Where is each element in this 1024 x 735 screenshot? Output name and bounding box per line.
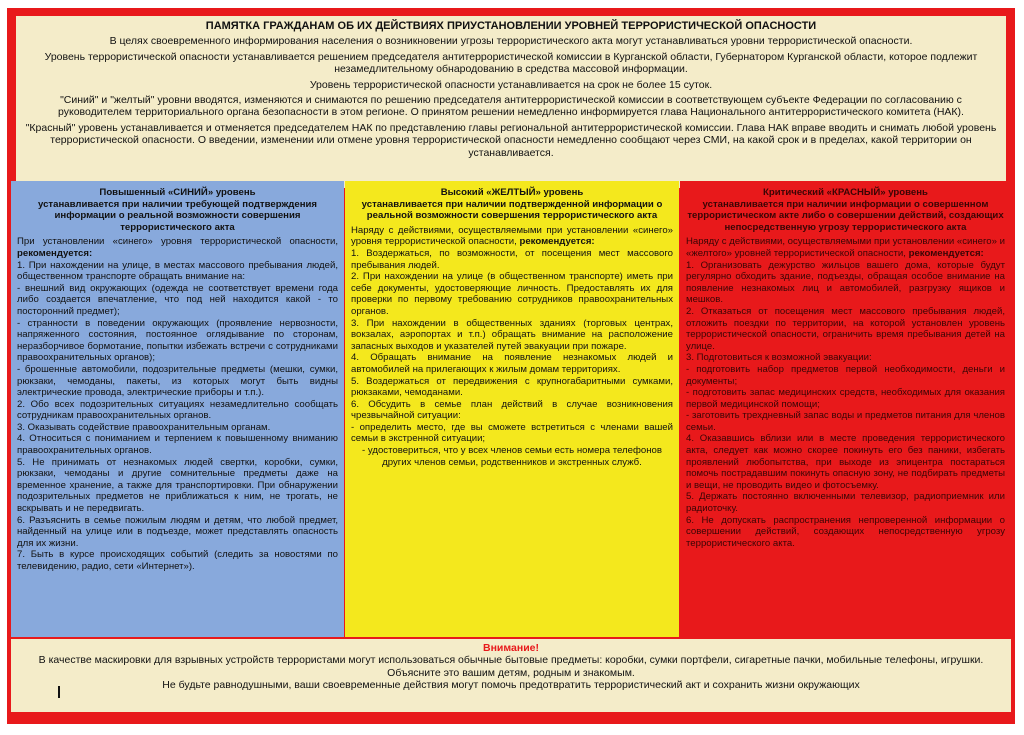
header-intro: В целях своевременного информирования населения о возникновении угрозы террористического акта могут устанавливаться уровни террористической опасности. (109, 35, 913, 48)
attention-heading: Внимание! (483, 642, 539, 654)
yellow-level-body (351, 225, 673, 468)
header-paragraph-3: "Синий" и "желтый" уровни вводятся, изменяются и снимаются по решению председателя антитеррористической комиссии в соответствующем субъекте Федерации по согласованию с руководителем территориального органа безопасности в этом регионе. О принятом решении немедленно информируется глава Национального антитеррористического комитета (НАК). (58, 94, 964, 119)
yellow-level-subtitle: устанавливается при наличии подтвержденной информации о реальной возможности совершения террористического акта (361, 198, 663, 222)
list-item: - странности в поведении окружающих (проявление нервозности, напряженного состояния, постоянное оглядывание по сторонам, неразборчивое бормотание, попытки избежать встречи с сотрудниками правоохранительных органов); (17, 317, 338, 364)
list-item: - определить место, где вы сможете встретиться с членами вашей семьи в экстренной ситуации; (351, 421, 673, 445)
footer-line-2: Объясните это вашим детям, родным и знакомым. (387, 666, 635, 679)
list-item: 5. Не принимать от незнакомых людей свертки, коробки, сумки, рюкзаки, чемоданы и другие сомнительные предметы даже на временное хранение, а также для транспортировки. При обнаружении подозрительных предметов не приближаться к ним, не трогать, не вскрывать и не передвигать. (17, 456, 338, 515)
blue-level-subtitle: устанавливается при наличии требующей подтверждения информации о реальной возможности совершения террористического акта (38, 198, 317, 233)
header-paragraph-1: Уровень террористической опасности устанавливается решением председателя антитеррористической комиссии в Курганской области, Губернатором Курганской области, которое подлежит незамедлительному обнародованию в средства массовой информации. (44, 50, 978, 76)
list-item: 3. При нахождении в общественных зданиях (торговых центрах, вокзалах, аэропортах и т.п.) обращать внимание на расположение запасных выходов и указателей путей эвакуации при пожаре. (351, 317, 673, 352)
footer-section (11, 639, 1011, 712)
list-item: - подготовить набор предметов первой необходимости, деньги и документы; (686, 363, 1005, 387)
list-item: 5. Держать постоянно включенными телевизор, радиоприемник или радиоточку. (686, 491, 1005, 515)
footer-line-1: В качестве маскировки для взрывных устройств террористами могут использоваться обычные бытовые предметы: коробки, сумки портфели, сигаретные пачки, мобильные телефоны, игрушки. (38, 654, 984, 667)
blue-intro: При установлении «синего» уровня террористической опасности, рекомендуется: (17, 236, 338, 259)
list-item: 6. Разъяснить в семье пожилым людям и детям, что любой предмет, найденный на улице или в подъезде, может представлять опасность для их жизни. (17, 514, 338, 549)
header-section (16, 16, 1006, 188)
list-item: 1. Воздержаться, по возможности, от посещения мест массового пребывания людей. (351, 247, 673, 271)
list-item: - внешний вид окружающих (одежда не соответствует времени года либо создается впечатление, что под ней находится какой - то посторонний предмет); (17, 282, 338, 317)
list-item: 3. Оказывать содействие правоохранительным органам. (17, 421, 271, 433)
blue-level-column (11, 181, 344, 637)
blue-level-heading (17, 187, 338, 233)
list-item: 2. Отказаться от посещения мест массового пребывания людей, отложить поездки по территории, на которой установлен уровень террористической опасности, ограничить время пребывания детей на улице. (686, 305, 1005, 352)
yellow-level-title: Высокий «ЖЕЛТЫЙ» уровень (440, 187, 584, 198)
list-item: 5. Воздержаться от передвижения с крупногабаритными сумками, рюкзаками, чемоданами. (351, 375, 673, 399)
footer-line-3: Не будьте равнодушными, ваши своевременные действия могут помочь предотвратить террористический акт и сохранить жизни окружающих (162, 679, 860, 692)
list-item: 7. Быть в курсе происходящих событий (следить за новостями по телевидению, радио, сети «Интернет»). (17, 549, 338, 572)
yellow-level-column (345, 181, 679, 637)
red-intro: Наряду с действиями, осуществляемыми при установлении «синего» и «желтого» уровней террористической опасности, рекомендуется: (686, 236, 1005, 259)
text-cursor (58, 686, 60, 698)
list-item: - брошенные автомобили, подозрительные предметы (мешки, сумки, рюкзаки, чемоданы, пакеты, из которых могут быть видны электрические провода, электрические приборы и т.п.). (17, 363, 338, 399)
list-item: - подготовить запас медицинских средств, необходимых для оказания первой медицинской помощи; (686, 387, 1005, 410)
red-level-title: Критический «КРАСНЫЙ» уровень (763, 187, 928, 198)
red-level-column (680, 181, 1011, 637)
list-item: 4. Оказавшись вблизи или в месте проведения террористического акта, следует как можно скорее покинуть его без паники, избегать проявлений любопытства, при выходе из эпицентра постараться помочь пострадавшим покинуть опасную зону, не подбирать предметы и вещи, не проводить видео и фотосъемку. (686, 433, 1005, 491)
list-item: - удостовериться, что у всех членов семьи есть номера телефонов других членов семьи, родственников и экстренных служб. (362, 445, 662, 468)
list-item: 4. Относиться с пониманием и терпением к повышенному вниманию правоохранительных органов. (17, 433, 338, 457)
list-item: 2. При нахождении на улице (в общественном транспорте) иметь при себе документы, удостоверяющие личность. Предоставлять их для проверки по первому требованию сотрудников правоохранительных органов. (351, 271, 673, 317)
red-level-heading (686, 187, 1005, 233)
list-item: - заготовить трехдневный запас воды и предметов питания для членов семьи. (686, 410, 1005, 433)
list-item: 4. Обращать внимание на появление незнакомых людей и автомобилей на прилегающих к жилым домам территориях. (351, 352, 673, 375)
list-item: 1. При нахождении на улице, в местах массового пребывания людей, общественном транспорте обращать внимание на: (17, 259, 338, 283)
blue-level-body (17, 236, 338, 572)
list-item: 1. Организовать дежурство жильцов вашего дома, которые будут регулярно обходить здание, подъезды, обращая особое внимание на появление незнакомых лиц и автомобилей, разгрузку ящиков и мешков. (686, 259, 1005, 306)
page-title: ПАМЯТКА ГРАЖДАНАМ ОБ ИХ ДЕЙСТВИЯХ ПРИУСТАНОВЛЕНИИ УРОВНЕЙ ТЕРРОРИСТИЧЕСКОЙ ОПАСНОСТИ (205, 20, 817, 32)
list-item: 2. Обо всех подозрительных ситуациях незамедлительно сообщать сотрудникам правоохранительных органов. (17, 398, 338, 422)
header-paragraph-4: "Красный" уровень устанавливается и отменяется председателем НАК по представлению главы региональной антитеррористической комиссии. Глава НАК вправе вводить и снимать любой уровень террористической опасности. О введении, изменении или отмене уровня террористической опасности немедленно сообщают через СМИ, на какой срок и в пределах, какой территории он устанавливается. (25, 121, 997, 159)
yellow-intro: Наряду с действиями, осуществляемыми при установлении «синего» уровня террористической опасности, рекомендуется: (351, 224, 673, 248)
blue-level-title: Повышенный «СИНИЙ» уровень (99, 187, 256, 198)
red-level-body (686, 236, 1005, 549)
header-paragraph-2: Уровень террористической опасности устанавливается на срок не более 15 суток. (309, 78, 713, 91)
yellow-level-heading (351, 187, 673, 222)
list-item: 3. Подготовиться к возможной эвакуации: (686, 352, 872, 364)
list-item: 6. Не допускать распространения непроверенной информации о совершении действий, создающих непосредственную угрозу террористического акта. (686, 514, 1005, 549)
red-level-subtitle: устанавливается при наличии информации о совершенном террористическом акте либо о совершении действий, создающих непосредственную угрозу террористического акта (687, 198, 1004, 233)
list-item: 6. Обсудить в семье план действий в случае возникновения чрезвычайной ситуации: (351, 398, 673, 422)
